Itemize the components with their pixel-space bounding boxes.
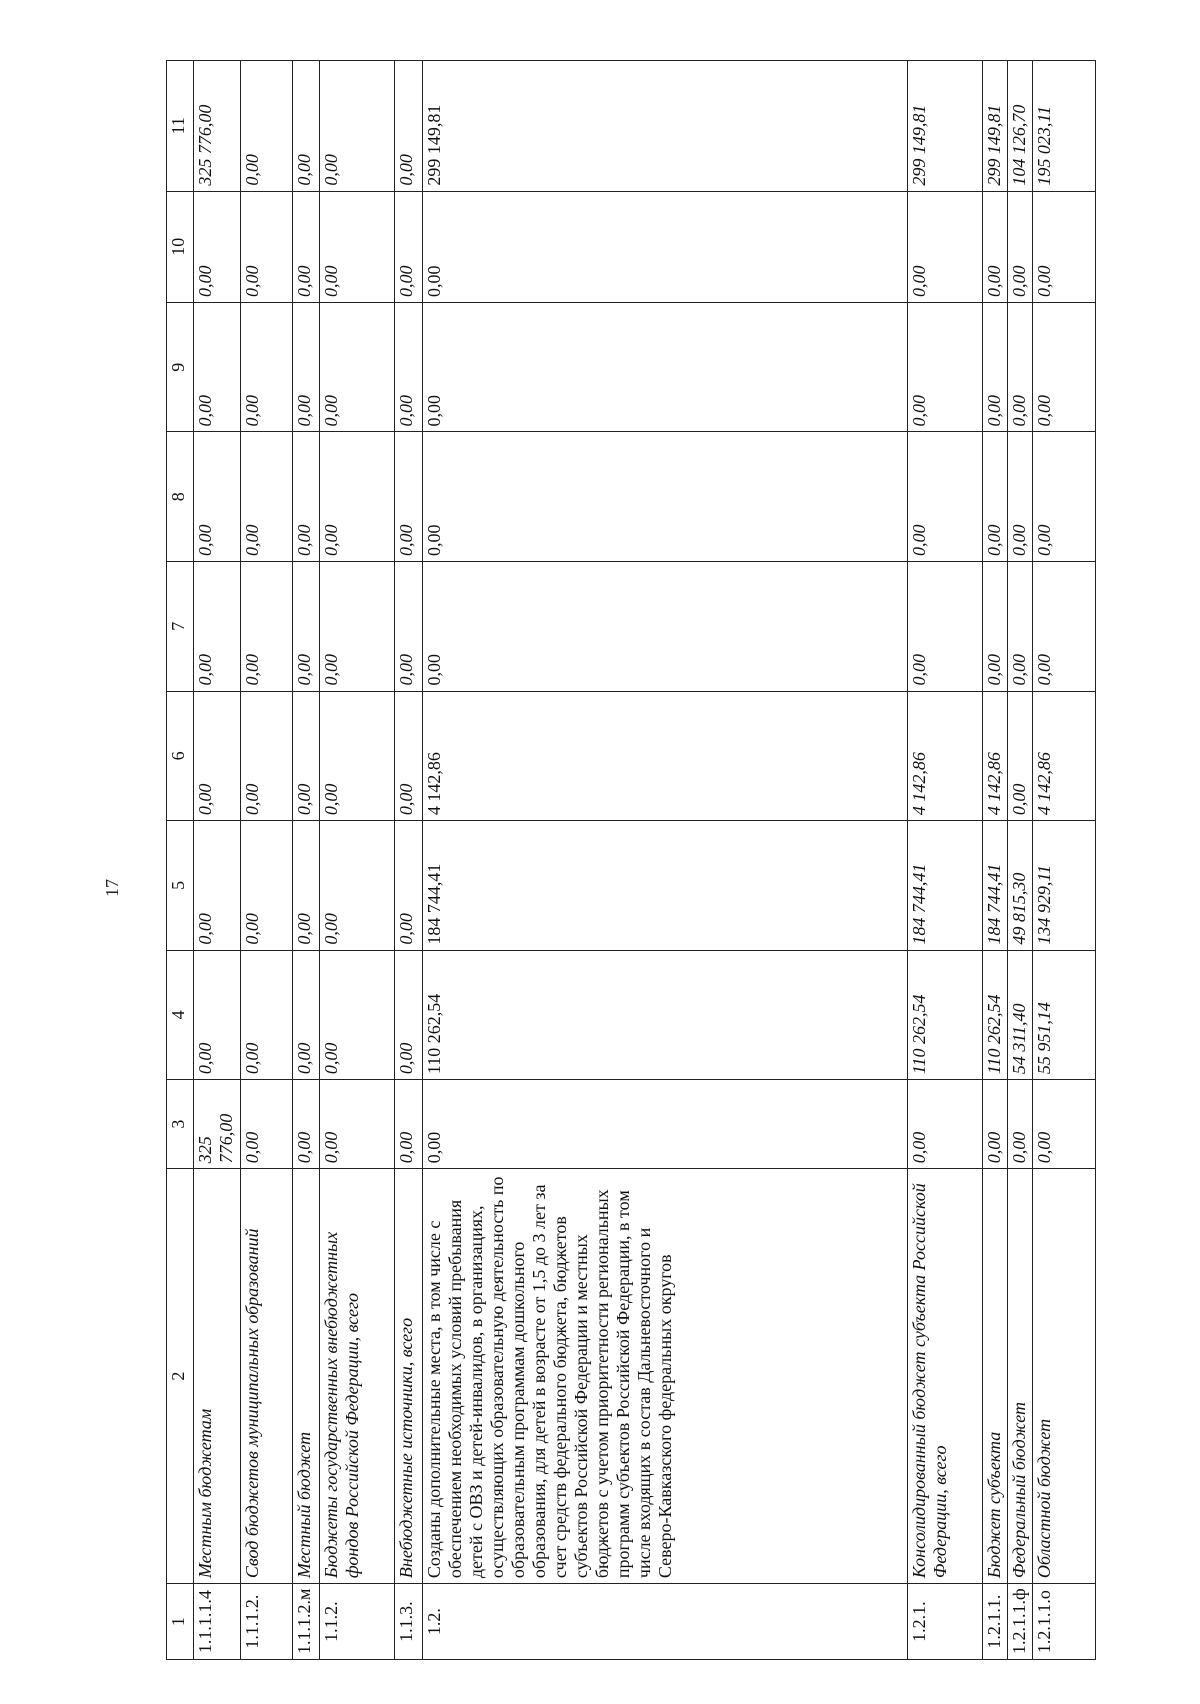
row-code: 1.2.1. [908, 1584, 983, 1660]
value-cell: 0,00 [194, 950, 241, 1080]
value-cell: 0,00 [1033, 191, 1096, 302]
row-description: Местным бюджетам [194, 1169, 241, 1584]
value-cell: 0,00 [395, 61, 422, 192]
value-cell: 0,00 [194, 191, 241, 302]
value-cell: 0,00 [293, 191, 320, 302]
value-cell: 0,00 [240, 950, 292, 1080]
value-cell: 0,00 [908, 1080, 983, 1169]
row-code: 1.1.1.1.4 [194, 1584, 241, 1660]
row-code: 1.2.1.1.о [1033, 1584, 1096, 1660]
value-cell: 0,00 [320, 61, 395, 192]
value-cell: 0,00 [293, 61, 320, 192]
value-cell: 0,00 [320, 302, 395, 432]
table-row [194, 61, 241, 1660]
value-cell: 4 142,86 [983, 691, 1008, 821]
value-cell: 0,00 [422, 562, 907, 692]
table-body [194, 61, 1096, 1660]
value-cell: 0,00 [240, 302, 292, 432]
table-row [908, 61, 983, 1660]
table-row [320, 61, 395, 1660]
value-cell: 0,00 [293, 562, 320, 692]
column-header: 5 [167, 821, 194, 951]
value-cell: 299 149,81 [908, 61, 983, 192]
value-cell: 0,00 [422, 191, 907, 302]
value-cell: 0,00 [395, 432, 422, 562]
value-cell: 184 744,41 [983, 821, 1008, 951]
value-cell: 0,00 [1033, 432, 1096, 562]
value-cell: 0,00 [395, 691, 422, 821]
page-number: 17 [102, 879, 122, 897]
value-cell: 0,00 [194, 691, 241, 821]
column-header: 4 [167, 950, 194, 1080]
value-cell: 0,00 [422, 1080, 907, 1169]
header-row [167, 61, 194, 1660]
table-row [983, 61, 1008, 1660]
row-description: Бюджет субъекта [983, 1169, 1008, 1584]
row-description: Федеральный бюджет [1008, 1169, 1033, 1584]
value-cell: 0,00 [240, 1080, 292, 1169]
value-cell: 0,00 [293, 1080, 320, 1169]
value-cell: 0,00 [1033, 562, 1096, 692]
value-cell: 0,00 [293, 950, 320, 1080]
value-cell: 4 142,86 [422, 691, 907, 821]
value-cell: 0,00 [1008, 302, 1033, 432]
value-cell: 0,00 [320, 1080, 395, 1169]
value-cell: 195 023,11 [1033, 61, 1096, 192]
value-cell: 110 262,54 [908, 950, 983, 1080]
value-cell: 0,00 [240, 432, 292, 562]
value-cell: 0,00 [983, 191, 1008, 302]
value-cell: 0,00 [320, 191, 395, 302]
value-cell: 0,00 [293, 432, 320, 562]
value-cell: 0,00 [293, 691, 320, 821]
value-cell: 0,00 [320, 432, 395, 562]
row-description: Консолидированный бюджет субъекта Российской Федерации, всего [908, 1169, 983, 1584]
column-header: 3 [167, 1080, 194, 1169]
column-header: 7 [167, 562, 194, 692]
value-cell: 0,00 [194, 432, 241, 562]
value-cell: 0,00 [293, 302, 320, 432]
value-cell: 0,00 [395, 191, 422, 302]
value-cell: 184 744,41 [908, 821, 983, 951]
value-cell: 0,00 [983, 432, 1008, 562]
value-cell: 0,00 [1008, 1080, 1033, 1169]
value-cell: 110 262,54 [422, 950, 907, 1080]
row-code: 1.1.3. [395, 1584, 422, 1660]
rotated-table-container [166, 60, 1096, 1660]
table-row [1033, 61, 1096, 1660]
row-code: 1.2.1.1.ф [1008, 1584, 1033, 1660]
row-code: 1.1.2. [320, 1584, 395, 1660]
value-cell: 0,00 [422, 302, 907, 432]
column-header: 1 [167, 1584, 194, 1660]
value-cell: 0,00 [395, 1080, 422, 1169]
value-cell: 54 311,40 [1008, 950, 1033, 1080]
value-cell: 0,00 [422, 432, 907, 562]
value-cell: 0,00 [908, 302, 983, 432]
row-description: Бюджеты государственных внебюджетных фондов Российской Федерации, всего [320, 1169, 395, 1584]
column-header: 6 [167, 691, 194, 821]
value-cell: 4 142,86 [908, 691, 983, 821]
value-cell: 0,00 [395, 302, 422, 432]
table-row [422, 61, 907, 1660]
table-row [293, 61, 320, 1660]
value-cell: 0,00 [983, 562, 1008, 692]
column-header: 2 [167, 1169, 194, 1584]
value-cell: 110 262,54 [983, 950, 1008, 1080]
value-cell: 0,00 [908, 191, 983, 302]
value-cell: 0,00 [395, 950, 422, 1080]
value-cell: 0,00 [908, 562, 983, 692]
value-cell: 0,00 [240, 821, 292, 951]
value-cell: 49 815,30 [1008, 821, 1033, 951]
table-row [240, 61, 292, 1660]
value-cell: 104 126,70 [1008, 61, 1033, 192]
row-description: Свод бюджетов муниципальных образований [240, 1169, 292, 1584]
value-cell: 0,00 [320, 950, 395, 1080]
value-cell: 325 776,00 [194, 61, 241, 192]
row-description: Созданы дополнительные места, в том числе с обеспечением необходимых условий пребывания детей с ОВЗ и детей-инвалидов, в организациях, осуществляющих образовательную деятельность по образовательным программам дошкольного образования, для детей в возрасте от 1,5 до 3 лет за счет средств федерального бюджета, бюджетов субъектов Российской Федерации и местных бюджетов с учетом приоритетности региональных программ субъектов Российской Федерации, в том числе входящих в состав Дальневосточного и Северо-Кавказского федеральных округов [422, 1169, 907, 1584]
table-row [395, 61, 422, 1660]
row-description: Внебюджетные источники, всего [395, 1169, 422, 1584]
value-cell: 0,00 [194, 562, 241, 692]
value-cell: 0,00 [240, 61, 292, 192]
value-cell: 299 149,81 [422, 61, 907, 192]
value-cell: 0,00 [983, 302, 1008, 432]
value-cell: 325 776,00 [194, 1080, 241, 1169]
column-header: 10 [167, 191, 194, 302]
value-cell: 0,00 [240, 691, 292, 821]
value-cell: 299 149,81 [983, 61, 1008, 192]
value-cell: 0,00 [320, 821, 395, 951]
value-cell: 0,00 [1008, 562, 1033, 692]
value-cell: 0,00 [194, 302, 241, 432]
row-description: Местный бюджет [293, 1169, 320, 1584]
value-cell: 0,00 [1033, 1080, 1096, 1169]
value-cell: 0,00 [1033, 302, 1096, 432]
value-cell: 4 142,86 [1033, 691, 1096, 821]
value-cell: 0,00 [395, 821, 422, 951]
row-code: 1.2.1.1. [983, 1584, 1008, 1660]
value-cell: 0,00 [320, 562, 395, 692]
row-description: Областной бюджет [1033, 1169, 1096, 1584]
value-cell: 184 744,41 [422, 821, 907, 951]
value-cell: 55 951,14 [1033, 950, 1096, 1080]
row-code: 1.1.1.2. [240, 1584, 292, 1660]
value-cell: 0,00 [908, 432, 983, 562]
value-cell: 0,00 [1008, 432, 1033, 562]
column-header: 8 [167, 432, 194, 562]
row-code: 1.2. [422, 1584, 907, 1660]
value-cell: 0,00 [320, 691, 395, 821]
table-row [1008, 61, 1033, 1660]
value-cell: 0,00 [240, 562, 292, 692]
value-cell: 134 929,11 [1033, 821, 1096, 951]
value-cell: 0,00 [293, 821, 320, 951]
budget-table [166, 60, 1096, 1660]
value-cell: 0,00 [1008, 191, 1033, 302]
value-cell: 0,00 [983, 1080, 1008, 1169]
column-header: 11 [167, 61, 194, 192]
value-cell: 0,00 [1008, 691, 1033, 821]
value-cell: 0,00 [395, 562, 422, 692]
column-header: 9 [167, 302, 194, 432]
value-cell: 0,00 [194, 821, 241, 951]
value-cell: 0,00 [240, 191, 292, 302]
row-code: 1.1.1.2.м [293, 1584, 320, 1660]
